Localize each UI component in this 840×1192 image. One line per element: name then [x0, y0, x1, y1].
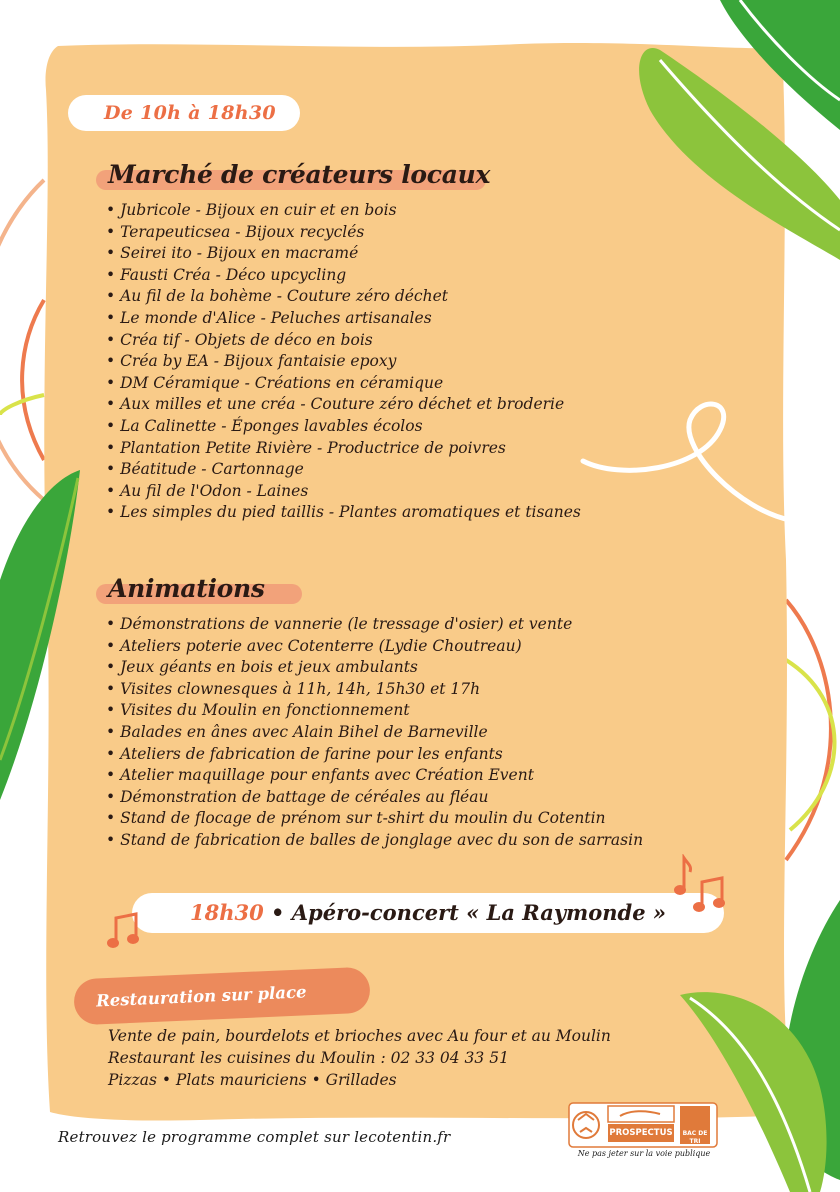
program-link-text: Retrouvez le programme complet sur lecotentin.fr — [58, 1128, 451, 1146]
list-item: • Démonstration de battage de céréales au fléau — [106, 787, 643, 809]
list-item: • Jeux géants en bois et jeux ambulants — [106, 657, 643, 679]
list-item: • Jubricole - Bijoux en cuir et en bois — [106, 200, 581, 222]
list-item: • Atelier maquillage pour enfants avec Création Event — [106, 765, 643, 787]
list-item: • Balades en ânes avec Alain Bihel de Barneville — [106, 722, 643, 744]
left-arcs — [0, 180, 44, 500]
concert-banner — [132, 893, 724, 933]
list-item: • Le monde d'Alice - Peluches artisanales — [106, 308, 581, 330]
market-title: Marché de créateurs locaux — [108, 160, 491, 189]
restauration-line: Vente de pain, bourdelots et brioches avec Au four et au Moulin — [108, 1027, 611, 1045]
list-item: • Les simples du pied taillis - Plantes aromatiques et tisanes — [106, 502, 581, 524]
list-item: • Démonstrations de vannerie (le tressage d'osier) et vente — [106, 614, 643, 636]
list-item: • Terapeuticsea - Bijoux recyclés — [106, 222, 581, 244]
list-item: • Béatitude - Cartonnage — [106, 459, 581, 481]
list-item: • Aux milles et une créa - Couture zéro déchet et broderie — [106, 394, 581, 416]
list-item: • Seirei ito - Bijoux en macramé — [106, 243, 581, 265]
prospectus-label: PROSPECTUS — [608, 1124, 674, 1142]
list-item: • Visites clownesques à 11h, 14h, 15h30 et 17h — [106, 679, 643, 701]
right-arcs — [786, 600, 835, 860]
animations-list — [106, 614, 643, 852]
restauration-line: Restaurant les cuisines du Moulin : 02 33 04 33 51 — [108, 1049, 509, 1067]
list-item: • Créa tif - Objets de déco en bois — [106, 330, 581, 352]
list-item: • Stand de flocage de prénom sur t-shirt du moulin du Cotentin — [106, 808, 643, 830]
concert-separator: • — [271, 900, 285, 925]
list-item: • Au fil de l'Odon - Laines — [106, 481, 581, 503]
list-item: • Ateliers de fabrication de farine pour les enfants — [106, 744, 643, 766]
music-note-icon — [106, 912, 146, 950]
market-list — [106, 200, 581, 524]
list-item: • Au fil de la bohème - Couture zéro déchet — [106, 286, 581, 308]
restauration-info — [108, 1025, 611, 1091]
list-item: • DM Céramique - Créations en céramique — [106, 373, 581, 395]
animations-title: Animations — [108, 574, 265, 603]
restauration-line: Pizzas • Plats mauriciens • Grillades — [108, 1071, 397, 1089]
list-item: • Plantation Petite Rivière - Productrice de poivres — [106, 438, 581, 460]
street-notice: Ne pas jeter sur la voie publique — [577, 1149, 711, 1158]
list-item: • La Calinette - Éponges lavables écolos — [106, 416, 581, 438]
list-item: • Stand de fabrication de balles de jonglage avec du son de sarrasin — [106, 830, 643, 852]
restauration-title: Restauration sur place — [73, 967, 371, 1026]
concert-time: 18h30 — [189, 900, 264, 925]
list-item: • Visites du Moulin en fonctionnement — [106, 700, 643, 722]
music-note-icon — [666, 854, 728, 916]
list-item: • Créa by EA - Bijoux fantaisie epoxy — [106, 351, 581, 373]
concert-label: Apéro-concert « La Raymonde » — [291, 900, 667, 925]
hours-badge: De 10h à 18h30 — [68, 95, 300, 131]
list-item: • Ateliers poterie avec Cotenterre (Lydie Choutreau) — [106, 636, 643, 658]
bac-de-tri-label: BAC DE TRI — [680, 1106, 710, 1144]
list-item: • Fausti Créa - Déco upcycling — [106, 265, 581, 287]
